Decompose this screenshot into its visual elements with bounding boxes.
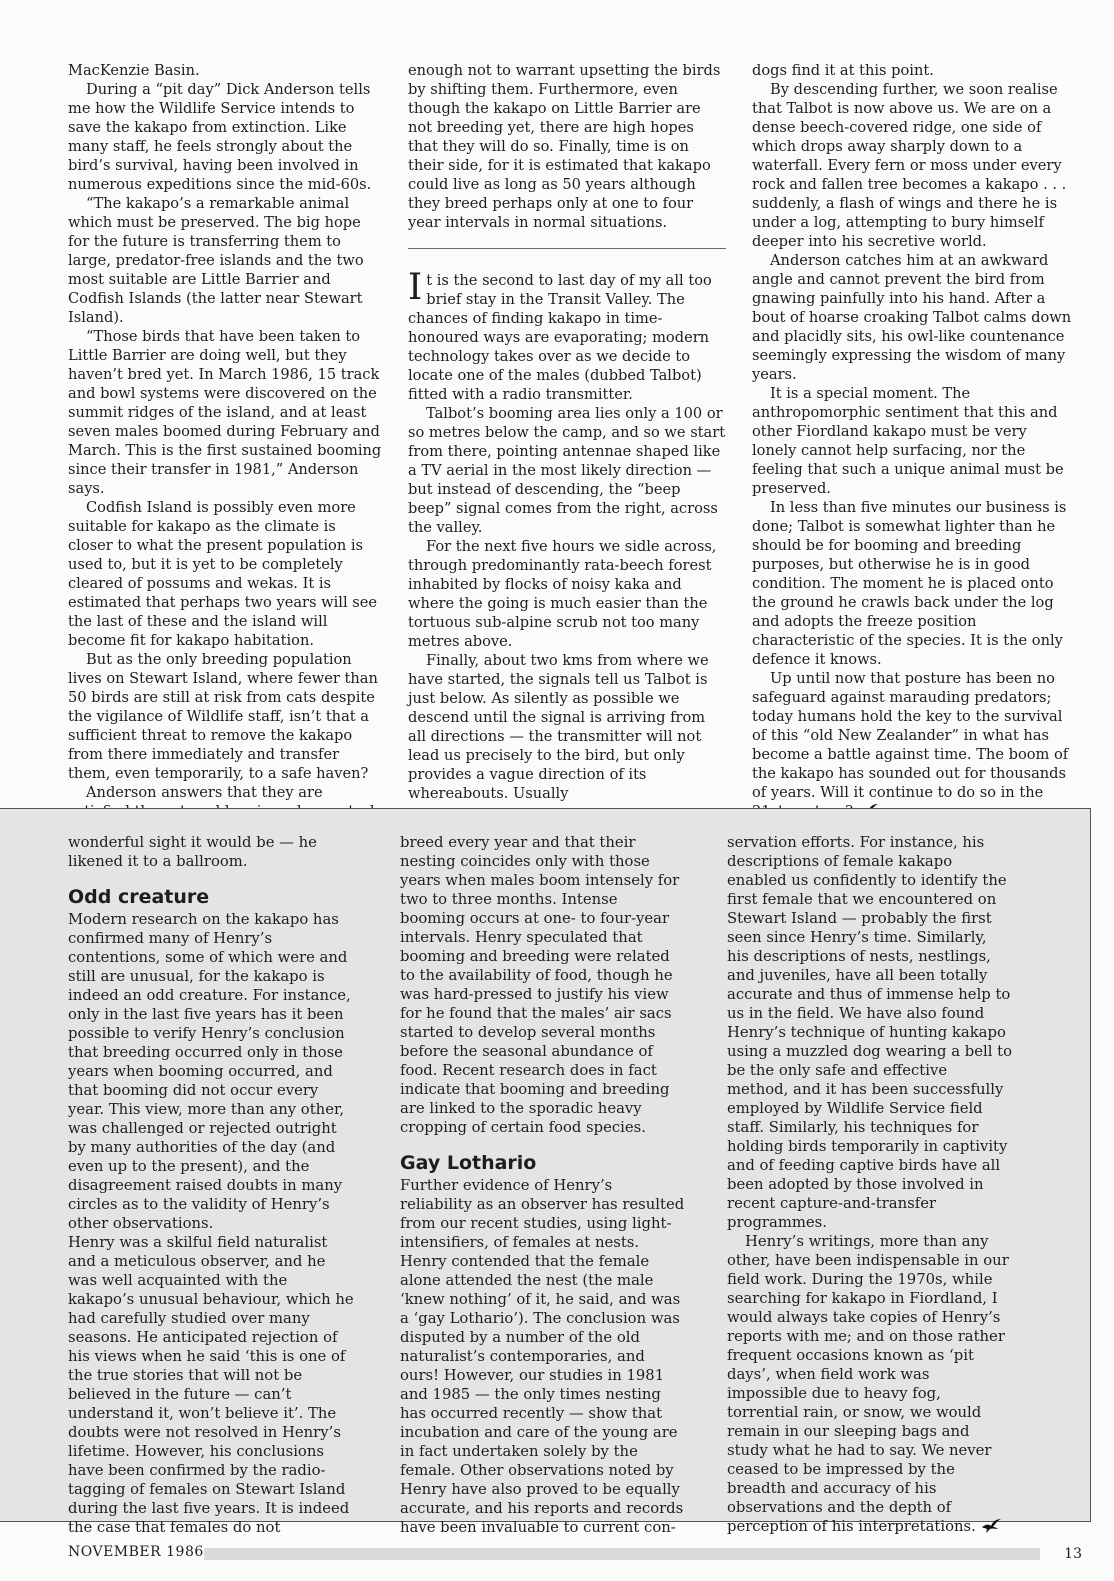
paragraph: dogs find it at this point. [752,62,934,79]
paragraph: “Those birds that have been taken to Little Barrier are doing well, but they haven’t bred yet. In March 1986, 15 track and bowl systems were discovered on the summit ridges of the island, and at least seven males boomed during February and March. This is the first sustained booming since their transfer in 1981,” Anderson says. [68,328,382,497]
paragraph: servation efforts. For instance, his descriptions of female kakapo enabled us confidently to identify the first female that we encountered on Stewart Island — probably the first seen since Henry’s time. Similarly, his descriptions of nests, nestlings, and juveniles, have all been totally accurate and thus of immense help to us in the field. We have also found Henry’s technique of hunting kakapo using a muzzled dog wearing a bell to be the only safe and effective method, and it has been successfully employed by Wildlife Service field staff. Similarly, his techniques for holding birds temporarily in captivity and of feeding captive birds have all been adopted by those involved in recent capture-and-transfer programmes. [727,834,1012,1231]
footer-rule-bar [204,1548,1040,1560]
paragraph: Anderson catches him at an awkward angle and cannot prevent the bird from gnawing painfully into his hand. After a bout of hoarse croaking Talbot calms down and placidly sits, his owl-like countenance seemingly expressing the wisdom of many years. [752,252,1072,383]
sidebar-column-1 [68,833,358,1537]
paragraph: Henry’s writings, more than any other, have been indispensable in our field work. During the 1970s, while searching for kakapo in Fiordland, I would always take copies of Henry’s reports with me; and on those rather frequent occasions known as ‘pit days’, when field work was impossible due to heavy fog, torrential rain, or snow, we would remain in our sleeping bags and study what he had to say. We never ceased to be impressed by the breadth and accuracy of his observations and the depth of perception of his interpretations. [727,1233,1009,1535]
paragraph: MacKenzie Basin. [68,62,200,79]
paragraph: Talbot’s booming area lies only a 100 or so metres below the camp, and so we start from there, pointing antennae shaped like a TV aerial in the most likely direction — but instead of descending, the “beep beep” signal comes from the right, across the valley. [408,405,726,536]
paragraph: During a “pit day” Dick Anderson tells me how the Wildlife Service intends to save the kakapo from extinction. Like many staff, he feels strongly about the bird’s survival, having been involved in numerous expeditions since the mid-60s. [68,81,372,193]
bird-end-mark-icon [980,1518,1002,1534]
paragraph: Anderson answers that they are [86,784,323,801]
issue-date: NOVEMBER 1986 [68,1544,204,1560]
paragraph: Codfish Island is possibly even more suitable for kakapo as the climate is closer to what the present population is used to, but it is yet to be completely cleared of possums and wekas. It is estimated that perhaps two years will see the last of these and the island will become fit for kakapo habitation. [68,499,378,649]
drop-cap: I [408,267,423,308]
paragraph: “The kakapo’s a remarkable animal which must be preserved. The big hope for the future is transferring them to large, predator-free islands and the two most suitable are Little Barrier and Codfish Islands (the latter near Stewart Island). [68,195,364,326]
article-column-3 [752,61,1072,821]
article-column-1 [68,61,384,840]
paragraph: Further evidence of Henry’s reliability as an observer has resulted from our recent studies, using light-intensifiers, of females at nests. Henry contended that the female alone attended the nest (the male ‘knew nothing’ of it, he said, and was a ‘gay Lothario’). The conclusion was disputed by a number of the old naturalist’s contemporaries, and ours! However, our studies in 1981 and 1985 — the only times nesting has occurred recently — show that incubation and care of the young are in fact undertaken solely by the female. Other observations noted by Henry have also proved to be equally accurate, and his reports and records have been invaluable to current con- [400,1177,685,1536]
paragraph: It is a special moment. The anthropomorphic sentiment that this and other Fiordland kakapo must be very lonely cannot help surfacing, nor the feeling that such a unique animal must be preserved. [752,385,1064,497]
paragraph: But as the only breeding population lives on Stewart Island, where fewer than 50 birds are still at risk from cats despite the vigilance of Wildlife staff, isn’t that a sufficient threat to remove the kakapo from there immediately and transfer them, even temporarily, to a safe haven? [68,651,378,782]
paragraph-dropcap: It is the second to last day of my all too brief stay in the Transit Valley. The chances of finding kakapo in time-honoured ways are evaporating; modern technology takes over as we decide to locate one of the males (dubbed Talbot) fitted with a radio transmitter. [408,267,712,403]
paragraph: Modern research on the kakapo has confirmed many of Henry’s contentions, some of which were and still are unusual, for the kakapo is indeed an odd creature. For instance, only in the last five years has it been possible to verify Henry’s conclusion that breeding occurred only in those years when booming occurred, and that booming did not occur every year. This view, more than any other, was challenged or rejected outright by many authorities of the day (and even up to the present), and the disagreement raised doubts in many circles as to the validity of Henry’s other observations. [68,911,351,1232]
article-column-2 [408,61,726,803]
sidebar-column-3 [727,833,1013,1536]
paragraph: Finally, about two kms from where we have started, the signals tell us Talbot is just below. As silently as possible we descend until the signal is arriving from all directions — the transmitter will not lead us precisely to the bird, but only provides a vague direction of its whereabouts. Usually [408,652,709,802]
paragraph: By descending further, we soon realise that Talbot is now above us. We are on a dense beech-covered ridge, one side of which drops away sharply down to a waterfall. Every fern or moss under every rock and fallen tree becomes a kakapo . . . suddenly, a flash of wings and there he is under a log, attempting to bury himself deeper into his secretive world. [752,81,1067,250]
sidebar-column-2 [400,833,686,1537]
paragraph: enough not to warrant upsetting the birds by shifting them. Furthermore, even though the kakapo on Little Barrier are not breeding yet, there are high hopes that they will do so. Finally, time is on their side, for it is estimated that kakapo could live as long as 50 years although they breed perhaps only at one to four year intervals in normal situations. [408,62,721,231]
page-footer [68,1544,1082,1564]
section-divider [408,248,726,249]
page-number: 13 [1064,1546,1082,1562]
sidebar-box [0,808,1091,1536]
section-heading: Odd creature [68,886,210,908]
paragraph: In less than five minutes our business is done; Talbot is somewhat lighter than he should be for booming and breeding purposes, but otherwise he is in good condition. The moment he is placed onto the ground he crawls back under the log and adopts the freeze position characteristic of the species. It is the only defence it knows. [752,499,1067,668]
paragraph: For the next five hours we sidle across, through predominantly rata-beech forest inhabited by flocks of noisy kaka and where the going is much easier than the tortuous sub-alpine scrub not too many metres above. [408,538,717,650]
section-heading: Gay Lothario [400,1152,537,1174]
paragraph: wonderful sight it would be — he likened it to a ballroom. [68,834,317,870]
paragraph: breed every year and that their nesting coincides only with those years when males boom intensely for two to three months. Intense booming occurs at one- to four-year intervals. Henry speculated that booming and breeding were related to the availability of food, though he was hard-pressed to justify his view for he found that the males’ air sacs started to develop several months before the seasonal abundance of food. Recent research does in fact indicate that booming and breeding are linked to the sporadic heavy cropping of certain food species. [400,834,680,1136]
paragraph: Up until now that posture has been no safeguard against marauding predators; today humans hold the key to the survival of this “old New Zealander” in what has become a battle against time. The boom of the kakapo has sounded out for thousands of years. Will it continue to do so in the [752,669,1072,821]
paragraph: Henry was a skilful field naturalist and a meticulous observer, and he was well acquainted with the kakapo’s unusual behaviour, which he had carefully studied over many seasons. He anticipated rejection of his views when he said ‘this is one of the true stories that will not be believed in the future — can’t understand it, won’t believe it’. The doubts were not resolved in Henry’s lifetime. However, his conclusions have been confirmed by the radio-tagging of females on Stewart Island during the last five years. It is indeed the case that females do not [68,1234,354,1536]
